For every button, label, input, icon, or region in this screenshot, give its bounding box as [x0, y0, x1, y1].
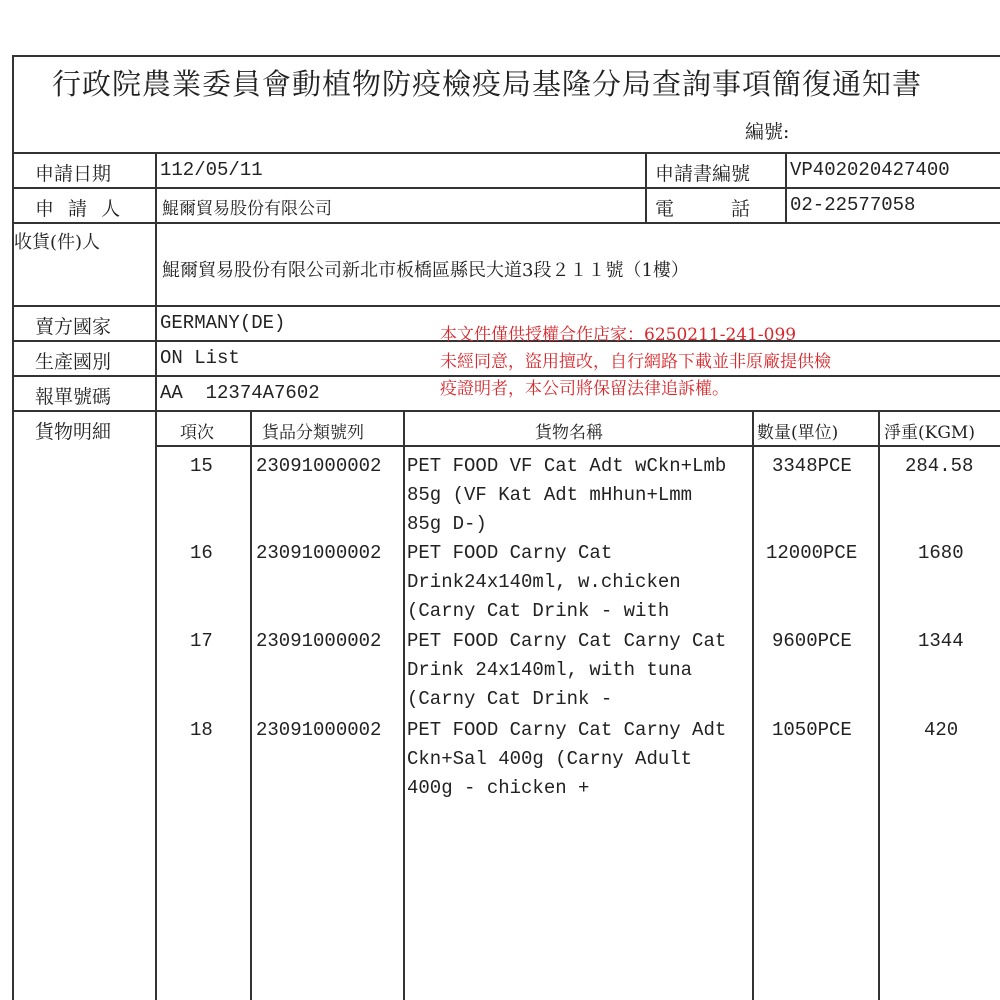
phone-label: 電 話	[655, 198, 751, 220]
item-weight: 1344	[918, 630, 964, 652]
applicant: 鯤爾貿易股份有限公司	[162, 199, 332, 219]
item-weight: 1680	[918, 542, 964, 564]
item-code: 23091000002	[256, 542, 382, 564]
declaration-label: 報單號碼	[35, 386, 112, 408]
declaration: AA 12374A7602	[160, 382, 320, 404]
origin-label: 生產國別	[35, 351, 112, 373]
goods-label: 貨物明細	[35, 421, 112, 443]
consignee-label: 收貨(件)人	[14, 232, 101, 253]
form-no: VP402020427400	[790, 159, 950, 181]
item-qty: 12000PCE	[766, 542, 858, 564]
apply-date-label: 申請日期	[35, 163, 112, 185]
seller-country: GERMANY(DE)	[160, 312, 286, 334]
header-code: 貨品分類號列	[262, 423, 364, 443]
item-code: 23091000002	[256, 455, 382, 477]
item-qty: 3348PCE	[772, 455, 852, 477]
item-name: PET FOOD Carny Cat Carny Cat Drink 24x140ml, with tuna (Carny Cat Drink -	[407, 630, 727, 710]
number-label: 編號:	[745, 121, 790, 143]
item-no: 17	[190, 630, 213, 652]
item-qty: 1050PCE	[772, 719, 852, 741]
applicant-label: 申 請 人	[35, 198, 125, 220]
item-name: PET FOOD Carny Cat Carny Adt Ckn+Sal 400g (Carny Adult 400g - chicken +	[407, 719, 727, 799]
item-weight: 420	[924, 719, 959, 741]
item-no: 15	[190, 455, 213, 477]
header-no: 項次	[180, 423, 214, 443]
consignee: 鯤爾貿易股份有限公司新北市板橋區縣民大道3段２１１號（1樓）	[162, 260, 689, 281]
phone: 02-22577058	[790, 194, 916, 216]
item-weight: 284.58	[905, 455, 974, 477]
header-weight: 淨重(KGM)	[884, 423, 975, 443]
item-code: 23091000002	[256, 630, 382, 652]
origin: ON List	[160, 347, 240, 369]
header-name: 貨物名稱	[535, 423, 603, 443]
item-no: 18	[190, 719, 213, 741]
watermark-line-3: 疫證明者，本公司將保留法律追訴權。	[440, 379, 729, 399]
item-code: 23091000002	[256, 719, 382, 741]
item-qty: 9600PCE	[772, 630, 852, 652]
apply-date: 112/05/11	[160, 159, 263, 181]
page-title: 行政院農業委員會動植物防疫檢疫局基隆分局查詢事項簡復通知書	[52, 67, 923, 101]
item-name: PET FOOD VF Cat Adt wCkn+Lmb 85g (VF Kat Adt mHhun+Lmm 85g D-)	[407, 455, 727, 535]
seller-country-label: 賣方國家	[35, 316, 112, 338]
item-name: PET FOOD Carny Cat Drink24x140ml, w.chicken (Carny Cat Drink - with	[407, 542, 681, 622]
header-qty: 數量(單位)	[757, 423, 839, 443]
watermark-line-1: 本文件僅供授權合作店家：6250211-241-099	[440, 325, 797, 345]
item-no: 16	[190, 542, 213, 564]
form-no-label: 申請書編號	[655, 163, 751, 185]
watermark-line-2: 未經同意，盜用擅改，自行網路下載並非原廠提供檢	[440, 352, 831, 372]
